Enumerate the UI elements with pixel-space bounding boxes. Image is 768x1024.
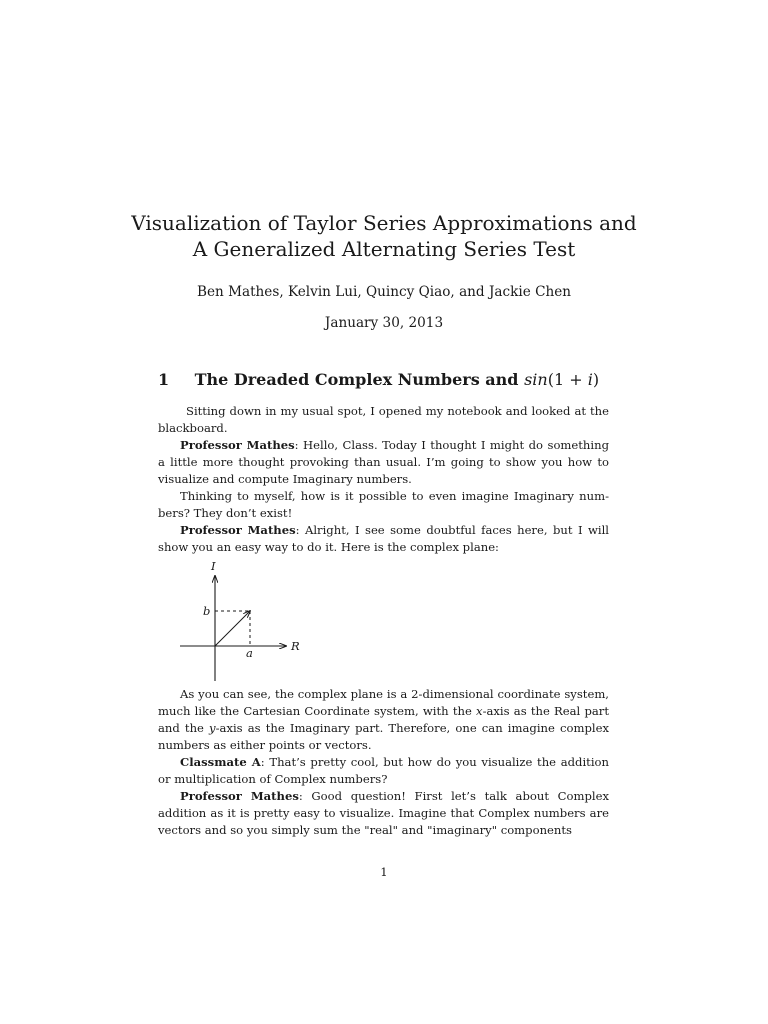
complex-plane-diagram	[170, 556, 310, 686]
math-variable-x: x	[476, 704, 483, 718]
paragraph-text: As you can see, the complex plane is a 2-dimensional coordinate system, much like the Cartesian Coordinate system, with the	[158, 687, 609, 718]
math-argument: (1 +	[547, 370, 588, 389]
real-axis-label: R	[291, 639, 300, 653]
paragraph-text: : That’s pretty cool, but how do you visualize the addition or multiplication of Complex numbers?	[158, 755, 609, 786]
paragraph-text: -axis as the Imaginary part. Therefore, one can imagine complex numbers as either points or vectors.	[158, 721, 609, 752]
imaginary-axis-label: I	[211, 559, 216, 573]
body-text-bottom	[158, 686, 609, 839]
body-text-top	[158, 403, 609, 556]
paragraph	[158, 403, 609, 437]
math-function-name: sin	[524, 370, 548, 389]
complex-plane-figure	[170, 556, 310, 686]
speaker-name: Classmate A	[180, 755, 261, 769]
paragraph-text: : Good question! First let’s talk about Complex addition as it is pretty easy to visualize. Imagine that Complex numbers are vectors and so you simply sum the "real" and "imaginary" components	[158, 789, 610, 837]
title-line-2: A Generalized Alternating Series Test	[192, 237, 576, 261]
page-number: 1	[380, 865, 388, 879]
vector-arrow	[215, 611, 250, 646]
publication-date: January 30, 2013	[324, 315, 444, 331]
paragraph	[158, 754, 609, 788]
paper-title	[100, 210, 668, 262]
title-line-1: Visualization of Taylor Series Approximations and	[131, 211, 637, 235]
paragraph-text: -axis as the Real part and the	[158, 704, 609, 735]
speaker-name: Professor Mathes	[180, 438, 295, 452]
paragraph	[158, 522, 609, 556]
paragraph	[158, 788, 609, 839]
section-number: 1	[158, 370, 170, 389]
paragraph	[158, 437, 609, 488]
paragraph-text: Sitting down in my usual spot, I opened my notebook and looked at the blackboard.	[158, 404, 609, 435]
section-heading	[158, 369, 618, 391]
paragraph	[158, 488, 609, 522]
paragraph-text: : Alright, I see some doubtful faces here, but I will show you an easy way to do it. Here is the complex plane:	[158, 523, 609, 554]
author-list: Ben Mathes, Kelvin Lui, Quincy Qiao, and Jackie Chen	[196, 284, 572, 300]
paragraph-text: Thinking to myself, how is it possible to even imagine Imaginary numbers? They don’t exist!	[158, 489, 609, 520]
paragraph	[158, 686, 609, 754]
paragraph-text: : Hello, Class. Today I thought I might do something a little more thought provoking than usual. I’m going to show you how to visualize and compute Imaginary numbers.	[158, 438, 609, 486]
math-variable: i	[587, 370, 593, 389]
speaker-name: Professor Mathes	[180, 523, 296, 537]
b-label: b	[203, 604, 211, 618]
math-close-paren: )	[592, 370, 600, 389]
a-label: a	[246, 646, 253, 660]
section-title: The Dreaded Complex Numbers and	[194, 370, 519, 389]
speaker-name: Professor Mathes	[180, 789, 299, 803]
section-title-math	[524, 370, 599, 389]
math-variable-y: y	[209, 721, 216, 735]
